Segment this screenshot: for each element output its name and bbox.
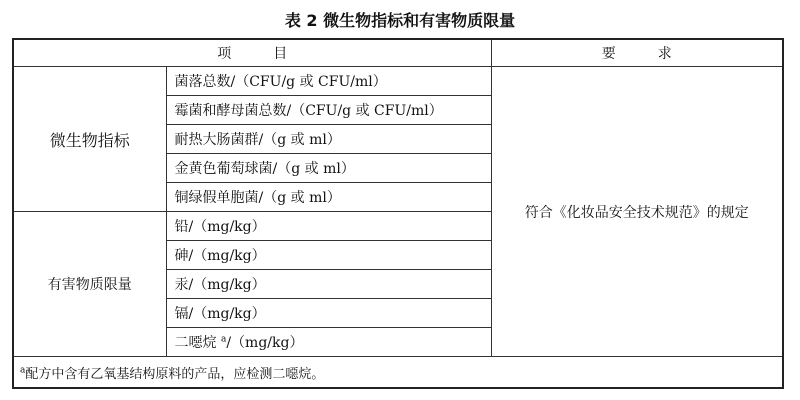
dioxane-prefix: 二噁烷 [174, 335, 221, 351]
limits-table [12, 38, 784, 389]
footnote-text: 配方中含有乙氧基结构原料的产品，应检测二噁烷。 [25, 366, 325, 382]
footnote-marker: a [220, 334, 227, 345]
item-total-colony: 菌落总数/（CFU/g 或 CFU/ml） [166, 67, 491, 96]
dioxane-unit: /（mg/kg） [226, 335, 304, 351]
footnote-row [13, 357, 783, 389]
group-harmful: 有害物质限量 [13, 212, 166, 357]
item-pseudomonas: 铜绿假单胞菌/（g 或 ml） [166, 183, 491, 212]
item-mercury: 汞/（mg/kg） [166, 270, 491, 299]
header-requirement: 要 求 [491, 39, 783, 67]
item-coliform: 耐热大肠菌群/（g 或 ml） [166, 125, 491, 154]
item-cadmium: 镉/（mg/kg） [166, 299, 491, 328]
item-dioxane [166, 328, 491, 357]
header-item: 项 目 [13, 39, 491, 67]
item-lead: 铅/（mg/kg） [166, 212, 491, 241]
item-arsenic: 砷/（mg/kg） [166, 241, 491, 270]
footnote-marker: a [20, 365, 26, 376]
item-staphylococcus: 金黄色葡萄球菌/（g 或 ml） [166, 154, 491, 183]
footnote [13, 357, 783, 389]
table-row [13, 67, 783, 96]
group-microbial: 微生物指标 [13, 67, 166, 212]
requirement-cell: 符合《化妆品安全技术规范》的规定 [491, 67, 783, 357]
header-row [13, 39, 783, 67]
table-title: 表 2 微生物指标和有害物质限量 [284, 11, 516, 30]
item-mold-yeast: 霉菌和酵母菌总数/（CFU/g 或 CFU/ml） [166, 96, 491, 125]
